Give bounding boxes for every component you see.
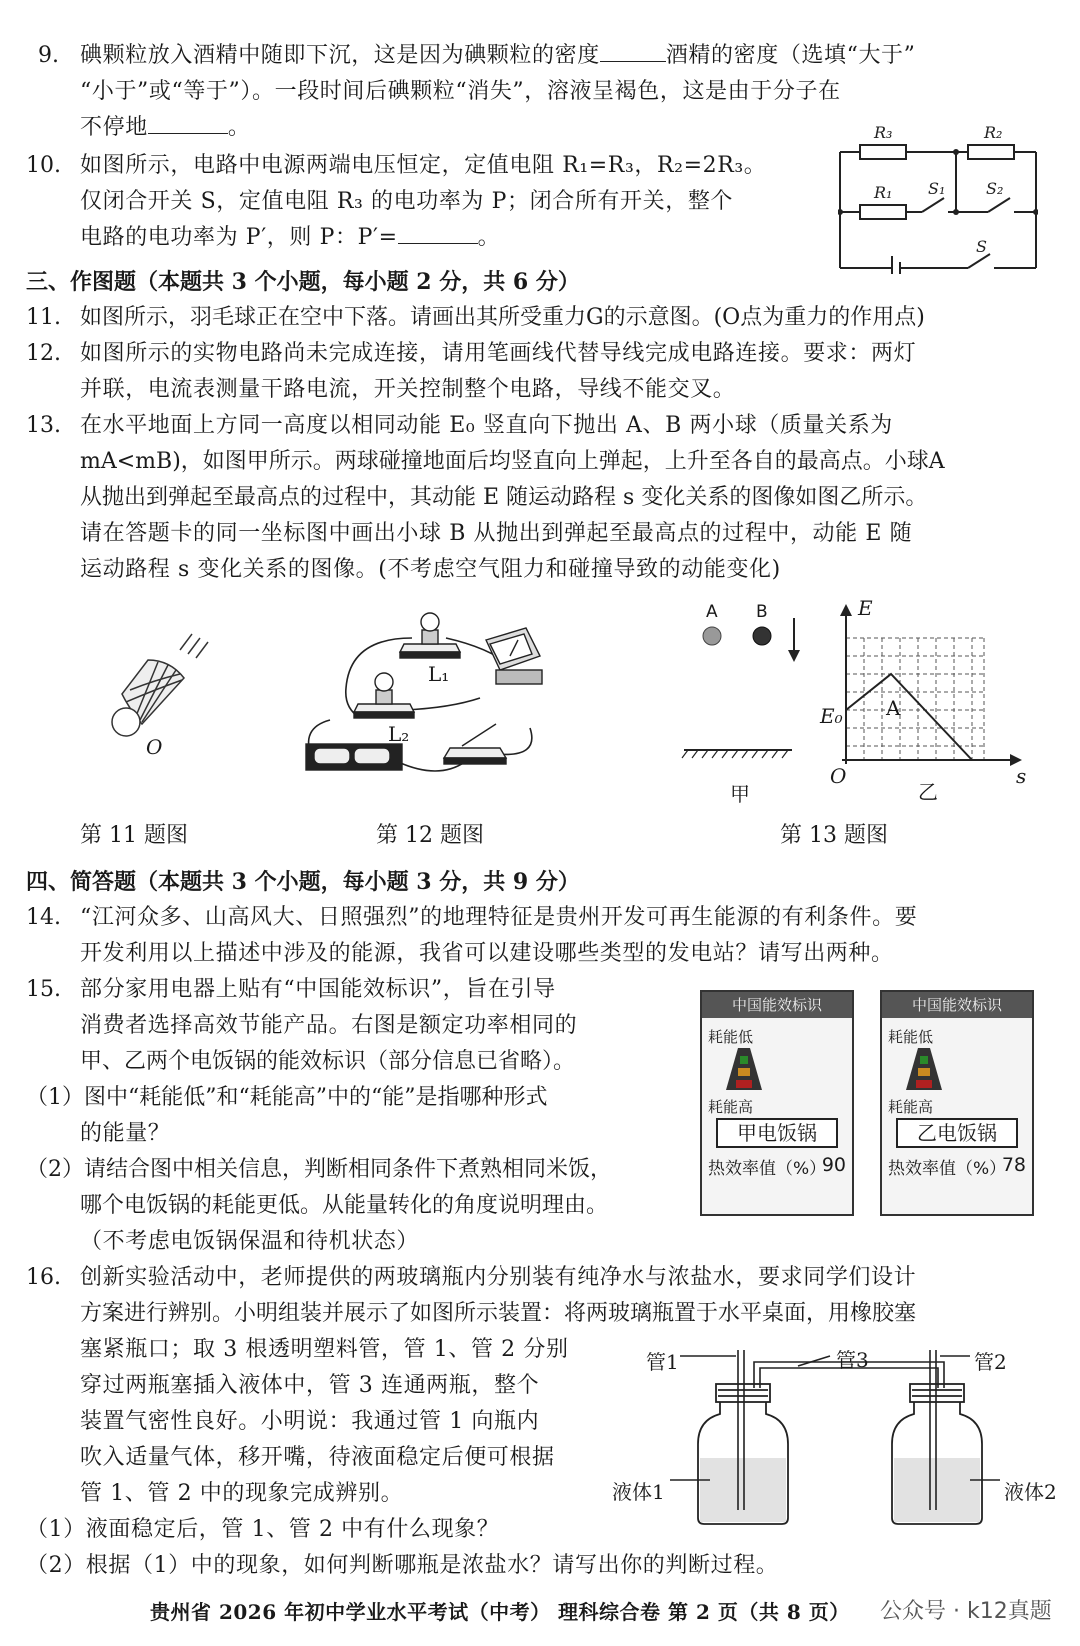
ball-a [703,627,721,645]
q16-part1: （1）液面稳定后，管 1、管 2 中有什么现象？ [26,1517,500,1542]
wire [404,698,480,710]
q9-text-3a: 不停地 [80,115,148,140]
q13-number: 13. [26,413,61,438]
q9-text-1b: 酒精的密度（选填“大于” [665,43,916,68]
fig12-caption: 第 12 题图 [376,823,484,848]
fig13-label-jia: 甲 [730,782,750,806]
q9-line-2: “小于”或“等于”）。一段时间后碘颗粒“消失”，溶液呈褐色，这是由于分子在 [80,79,841,104]
q9-line-3 [80,112,250,144]
answer-blank [398,223,478,244]
label-s1: S₁ [928,179,946,198]
q11-line-1: 如图所示，羽毛球正在空中下落。请画出其所受重力G的示意图。(O点为重力的作用点) [80,305,925,330]
q10-line-3 [80,222,500,254]
energy-low-text: 耗能低 [708,1028,754,1046]
motion-line [188,638,200,654]
fig13-label-a: A [706,602,718,622]
q15-number: 15. [26,977,61,1002]
q13-line-5: 运动路程 s 变化关系的图像。(不考虑空气阻力和碰撞导致的动能变化) [80,557,781,582]
efficiency-label: 热效率值（%） [888,1159,1007,1179]
motion-line [196,642,208,658]
ammeter [486,628,542,684]
q9-text-3b: 。 [227,115,251,140]
answer-blank [600,41,666,62]
label-s: S [976,237,987,256]
q15-line-2: 消费者选择高效节能产品。右图是额定功率相同的 [80,1013,578,1038]
energy-label-yi [880,990,1034,1216]
fig13-yi-graph [816,604,1032,784]
curve-a [846,674,972,760]
efficiency-value: 78 [1001,1154,1026,1176]
section-4-heading: 四、简答题（本题共 3 个小题，每小题 3 分，共 9 分） [26,869,580,895]
q15-line-1: 部分家用电器上贴有“中国能效标识”，旨在引导 [80,977,556,1002]
label-r3: R₃ [874,124,893,142]
fig13-tick-e0: E₀ [820,704,843,728]
q16-line-5: 装置气密性良好。小明说：我通过管 1 向瓶内 [80,1409,540,1434]
energy-low-text: 耗能低 [888,1028,934,1046]
q15-part1-a: （1）图中“耗能低”和“耗能高”中的“能”是指哪种形式 [26,1085,548,1110]
battery-pack [306,744,402,770]
q16-line-4: 穿过两瓶塞插入液体中，管 3 连通两瓶，整个 [80,1373,540,1398]
q12-line-2: 并联，电流表测量干路电流，开关控制整个电路，导线不能交叉。 [80,377,736,402]
stopper-1 [716,1384,770,1402]
switch-knife [444,724,506,764]
efficiency-value: 90 [821,1154,846,1176]
fig11-caption: 第 11 题图 [80,823,188,848]
lamp-l2-holder [354,673,414,718]
label-tube-1: 管1 [646,1350,679,1374]
energy-high-text: 耗能高 [708,1098,754,1116]
q13-line-4: 请在答题卡的同一坐标图中画出小球 B 从抛出到弹起至最高点的过程中，动能 E 随 [80,521,913,546]
q10-circuit-diagram [838,124,1038,274]
resistor-r1 [860,205,906,219]
energy-grade-bar [904,1046,944,1092]
q14-number: 14. [26,905,61,930]
q10-number: 10. [26,153,61,178]
q10-text-3a: 电路的电功率为 P′，则 P：P′= [80,225,398,250]
fig13-axis-e: E [858,596,873,620]
shuttlecock-cork [112,708,140,736]
energy-high-text: 耗能高 [888,1098,934,1116]
q14-line-2: 开发利用以上描述中涉及的能源，我省可以建设哪些类型的发电站？请写出两种。 [80,941,894,966]
q9-text-1a: 碘颗粒放入酒精中随即下沉，这是因为碘颗粒的密度 [80,43,600,68]
q12-line-1: 如图所示的实物电路尚未完成连接，请用笔画线代替导线完成电路连接。要求：两灯 [80,341,917,366]
fig13-label-b: B [756,602,768,622]
efficiency-label: 热效率值（%） [708,1159,827,1179]
q15-part2-a: （2）请结合图中相关信息，判断相同条件下煮熟相同米饭， [26,1157,612,1182]
q15-part1-b: 的能量？ [80,1121,171,1146]
label-tube-3: 管3 [836,1348,869,1372]
energy-grade-bar [724,1046,764,1092]
switch-s [968,254,990,268]
appliance-name: 乙电饭锅 [896,1118,1018,1148]
fig13-label-yi: 乙 [918,780,938,804]
resistor-r3 [860,145,906,159]
fig13-axis-s: s [1016,764,1027,788]
energy-label-header: 中国能效标识 [882,992,1032,1018]
label-liquid-1: 液体1 [612,1480,665,1504]
efficiency-row [888,1154,1026,1179]
q16-part2: （2）根据（1）中的现象，如何判断哪瓶是浓盐水？请写出你的判断过程。 [26,1553,779,1578]
q15-part2-b: 哪个电饭锅的耗能更低。从能量转化的角度说明理由。 [80,1193,609,1218]
resistor-r2 [968,145,1014,159]
energy-label-jia [700,990,854,1216]
answer-blank [148,113,228,134]
fig13-caption: 第 13 题图 [780,823,888,848]
watermark: 公众号 · k12真题 [880,1599,1052,1624]
q14-line-1: “江河众多、山高风大、日照强烈”的地理特征是贵州开发可再生能源的有利条件。要 [80,905,918,930]
q11-number: 11. [26,305,61,330]
fig11-point-o: O [146,735,163,759]
q13-line-2: mA<mB)，如图甲所示。两球碰撞地面后均竖直向上弹起，上升至各自的最高点。小球A [80,449,945,474]
fig13-curve-label: A [886,696,901,720]
q13-line-3: 从抛出到弹起至最高点的过程中，其动能 E 随运动路程 s 变化关系的图像如图乙所示。 [80,485,928,510]
q9-number: 9. [38,43,59,68]
q13-line-1: 在水平地面上方同一高度以相同动能 E₀ 竖直向下抛出 A、B 两小球（质量关系为 [80,413,893,438]
label-s2: S₂ [986,179,1004,198]
label-r2: R₂ [984,124,1003,142]
liquid-2 [894,1458,980,1522]
q15-line-3: 甲、乙两个电饭锅的能效标识（部分信息已省略）。 [80,1049,576,1074]
switch-s1 [922,198,944,212]
q15-part2-c: （不考虑电饭锅保温和待机状态） [80,1229,420,1254]
fig12-physical-circuit [300,608,580,788]
lamp-l1-holder [400,613,460,658]
fig12-label-l2: L₂ [388,722,410,746]
fig13-jia [680,600,800,770]
fig13-origin: O [830,764,847,788]
energy-label-header: 中国能效标识 [702,992,852,1018]
q10-line-2: 仅闭合开关 S，定值电阻 R₃ 的电功率为 P；闭合所有开关，整个 [80,189,734,214]
appliance-name: 甲电饭锅 [716,1118,838,1148]
q9-line-1 [80,40,916,72]
liquid-1 [700,1458,786,1522]
q16-line-7: 管 1、管 2 中的现象完成辨别。 [80,1481,404,1506]
switch-s2 [988,198,1010,212]
q16-line-2: 方案进行辨别。小明组装并展示了如图所示装置：将两玻璃瓶置于水平桌面，用橡胶塞 [80,1301,917,1326]
stopper-2 [910,1384,964,1402]
q16-line-6: 吹入适量气体，移开嘴，待液面稳定后便可根据 [80,1445,555,1470]
label-r1: R₁ [874,183,893,202]
q16-line-1: 创新实验活动中，老师提供的两玻璃瓶内分别装有纯净水与浓盐水，要求同学们设计 [80,1265,917,1290]
q16-number: 16. [26,1265,61,1290]
efficiency-row [708,1154,846,1179]
section-3-heading: 三、作图题（本题共 3 个小题，每小题 2 分，共 6 分） [26,269,580,295]
label-tube-2: 管2 [974,1350,1007,1374]
label-liquid-2: 液体2 [1004,1480,1057,1504]
q10-text-3b: 。 [477,225,501,250]
page-footer: 贵州省 2026 年初中学业水平考试（中考） 理科综合卷 第 2 页（共 8 页） [150,1600,850,1624]
bulb-l2 [375,673,393,691]
q16-line-3: 塞紧瓶口；取 3 根透明塑料管，管 1、管 2 分别 [80,1337,569,1362]
ball-b [753,627,771,645]
fig12-label-l1: L₁ [428,662,450,686]
motion-line [180,634,192,650]
bulb-l1 [421,613,439,631]
q12-number: 12. [26,341,61,366]
q10-line-1: 如图所示，电路中电源两端电压恒定，定值电阻 R₁=R₃，R₂=2R₃。 [80,153,767,178]
